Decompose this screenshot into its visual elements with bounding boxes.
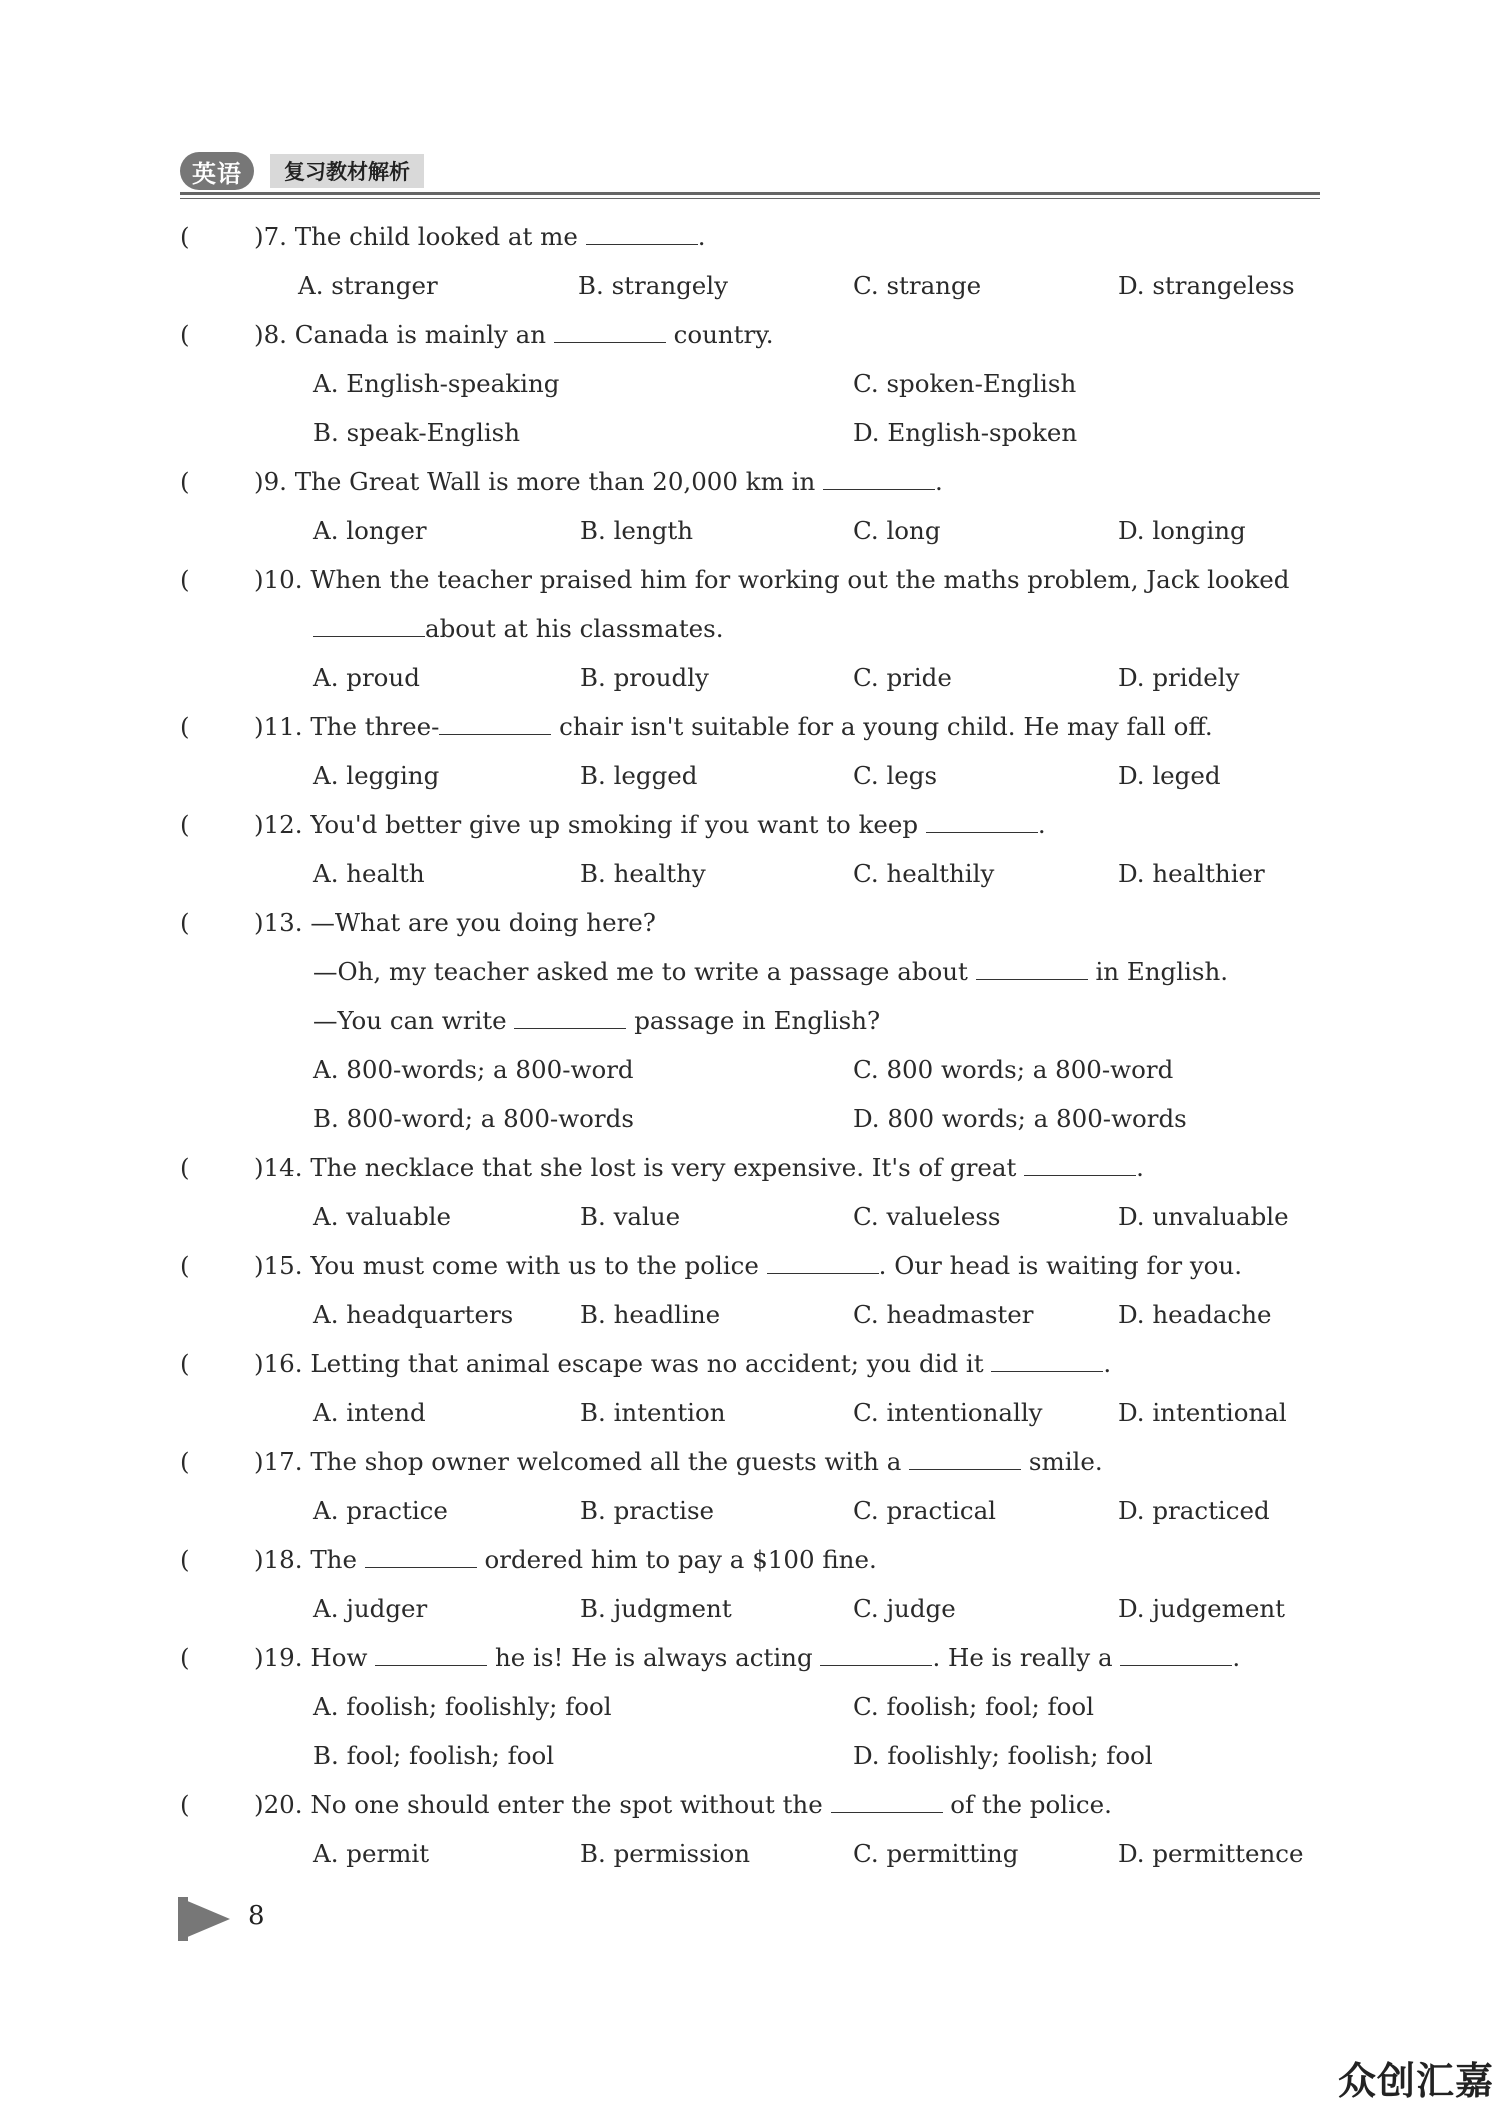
question-stem: )14. The necklace that she lost is very expensive. It's of great . [254,1153,1144,1182]
option-a[interactable]: A. practice [313,1496,448,1525]
question-19 [180,1633,1330,1780]
option-b[interactable]: B. proudly [580,663,709,692]
answer-blank[interactable] [1024,1174,1136,1176]
text-fragment: The necklace that she lost is very expensive. It's of great [310,1153,1025,1182]
text-fragment: of the police. [942,1790,1112,1819]
option-a[interactable]: A. 800-words; a 800-word [313,1055,634,1084]
question-number: 17 [263,1447,295,1476]
answer-paren[interactable]: ( [180,1447,190,1476]
option-c[interactable]: C. headmaster [853,1300,1034,1329]
header-rule-thick [180,192,1320,195]
question-number: 9 [263,467,280,496]
answer-blank[interactable] [439,733,551,735]
options-row [180,653,1330,702]
question-number: 19 [263,1643,295,1672]
question-15 [180,1241,1330,1339]
text-fragment: —Oh, my teacher asked me to write a passage about [313,957,976,986]
answer-blank[interactable] [820,1664,932,1666]
page-header [180,148,1320,200]
answer-blank[interactable] [976,978,1088,980]
text-fragment: The child looked at me [294,222,586,251]
text-fragment: No one should enter the spot without the [310,1790,831,1819]
option-a[interactable]: A. English-speaking [313,369,560,398]
option-a[interactable]: A. health [313,859,425,888]
question-line [180,212,1330,261]
text-fragment: ordered him to pay a $100 fine. [476,1545,877,1574]
answer-paren[interactable]: ( [180,1545,190,1574]
question-list [180,212,1330,1878]
question-number: 8 [263,320,280,349]
question-stem: )11. The three- chair isn't suitable for a young child. He may fall off. [254,712,1213,741]
answer-blank[interactable] [909,1468,1021,1470]
option-d[interactable]: D. headache [1118,1300,1272,1329]
answer-blank[interactable] [831,1811,943,1813]
option-b[interactable]: B. fool; foolish; fool [313,1741,555,1770]
text-fragment: . [697,222,706,251]
option-c[interactable]: C. legs [853,761,938,790]
option-a[interactable]: A. proud [313,663,420,692]
question-number: 16 [263,1349,295,1378]
text-fragment: You must come with us to the police [310,1251,767,1280]
text-fragment: Letting that animal escape was no accident; you did it [310,1349,992,1378]
text-fragment: in English. [1087,957,1229,986]
question-number: 13 [263,908,295,937]
options-row [180,408,1330,457]
question-stem: )20. No one should enter the spot without the of the police. [254,1790,1112,1819]
question-8 [180,310,1330,457]
option-d[interactable]: D. foolishly; foolish; fool [853,1741,1153,1770]
option-b[interactable]: B. legged [580,761,698,790]
question-line [180,1339,1330,1388]
text-fragment: passage in English? [626,1006,881,1035]
option-d[interactable]: D. strangeless [1118,271,1295,300]
text-fragment: country. [665,320,774,349]
question-line [180,1437,1330,1486]
question-line [180,555,1330,604]
option-d[interactable]: D. leged [1118,761,1221,790]
option-a[interactable]: A. judger [313,1594,428,1623]
text-fragment: You'd better give up smoking if you want to keep [310,810,926,839]
text-fragment: The shop owner welcomed all the guests with a [310,1447,910,1476]
option-b[interactable]: B. healthy [580,859,706,888]
answer-paren[interactable]: ( [180,565,190,594]
answer-blank[interactable] [514,1027,626,1029]
option-a[interactable]: A. permit [313,1839,430,1868]
play-arrow-icon [178,1897,230,1941]
answer-blank[interactable] [926,831,1038,833]
question-line [180,1241,1330,1290]
text-fragment: . He is really a [932,1643,1121,1672]
question-line [180,800,1330,849]
page-footer [178,1895,478,1945]
answer-blank[interactable] [1120,1664,1232,1666]
subject-badge: 英语 [180,152,254,190]
option-d[interactable]: D. 800 words; a 800-words [853,1104,1187,1133]
question-stem: )9. The Great Wall is more than 20,000 km in . [254,467,943,496]
answer-blank[interactable] [375,1664,487,1666]
option-b[interactable]: B. length [580,516,694,545]
question-stem: )18. The ordered him to pay a $100 fine. [254,1545,877,1574]
question-14 [180,1143,1330,1241]
options-row [180,1045,1330,1094]
options-row [180,1486,1330,1535]
text-fragment: The three- [310,712,440,741]
text-fragment: The Great Wall is more than 20,000 km in [294,467,824,496]
option-d[interactable]: D. pridely [1118,663,1240,692]
text-fragment: . [1232,1643,1241,1672]
question-17 [180,1437,1330,1535]
question-line [180,898,1330,947]
question-line [180,702,1330,751]
answer-paren[interactable]: ( [180,1153,190,1182]
option-b[interactable]: B. permission [580,1839,751,1868]
option-c[interactable]: C. pride [853,663,952,692]
header-rule-thin [180,198,1320,199]
option-a[interactable]: A. foolish; foolishly; fool [313,1692,612,1721]
answer-blank[interactable] [823,488,935,490]
options-row [180,359,1330,408]
text-fragment: smile. [1021,1447,1103,1476]
question-stem: )7. The child looked at me . [254,222,706,251]
text-fragment: chair isn't suitable for a young child. He may fall off. [551,712,1213,741]
option-d[interactable]: D. longing [1118,516,1246,545]
options-row [180,1682,1330,1731]
question-line [180,310,1330,359]
options-row [180,1094,1330,1143]
option-d[interactable]: D. practiced [1118,1496,1270,1525]
option-b[interactable]: B. speak-English [313,418,521,447]
text-fragment: . [1103,1349,1112,1378]
question-stem: )10. When the teacher praised him for working out the maths problem, Jack looked [254,565,1290,594]
text-fragment: . [1037,810,1046,839]
option-c[interactable]: C. spoken-English [853,369,1077,398]
dialogue-text [313,947,1228,996]
text-fragment: Canada is mainly an [294,320,554,349]
question-line [180,1143,1330,1192]
question-number: 15 [263,1251,295,1280]
question-13 [180,898,1330,1143]
answer-paren[interactable]: ( [180,1643,190,1672]
question-number: 14 [263,1153,295,1182]
option-b[interactable]: B. practise [580,1496,715,1525]
question-16 [180,1339,1330,1437]
option-b[interactable]: B. headline [580,1300,721,1329]
answer-paren[interactable]: ( [180,712,190,741]
option-c[interactable]: C. foolish; fool; fool [853,1692,1094,1721]
option-c[interactable]: C. valueless [853,1202,1001,1231]
question-line [180,1633,1330,1682]
question-number: 18 [263,1545,295,1574]
question-11 [180,702,1330,800]
option-c[interactable]: C. intentionally [853,1398,1043,1427]
option-a[interactable]: A. longer [313,516,427,545]
option-c[interactable]: C. strange [853,271,982,300]
question-stem: )12. You'd better give up smoking if you want to keep . [254,810,1046,839]
answer-paren[interactable]: ( [180,1251,190,1280]
watermark: 众创汇嘉 [1338,2059,1495,2103]
question-continuation [180,604,1330,653]
answer-blank[interactable] [991,1370,1103,1372]
question-line [180,457,1330,506]
question-7 [180,212,1330,310]
text-fragment: The [310,1545,365,1574]
options-row [180,1290,1330,1339]
question-number: 20 [263,1790,295,1819]
book-subtitle: 复习教材解析 [270,154,424,188]
option-b[interactable]: B. 800-word; a 800-words [313,1104,634,1133]
option-b[interactable]: B. strangely [578,271,728,300]
options-row [180,849,1330,898]
answer-paren[interactable]: ( [180,222,190,251]
answer-blank[interactable] [767,1272,879,1274]
text-fragment: about at his classmates. [425,614,724,643]
options-row [180,261,1330,310]
text-fragment: How [310,1643,376,1672]
question-number: 7 [263,222,280,251]
options-row [180,1584,1330,1633]
question-stem: )19. How he is! He is always acting . He is really a . [254,1643,1241,1672]
options-row [180,506,1330,555]
question-number: 10 [263,565,295,594]
question-line [180,1780,1330,1829]
text-fragment: he is! He is always acting [487,1643,821,1672]
option-d[interactable]: D. unvaluable [1118,1202,1289,1231]
answer-paren[interactable]: ( [180,1349,190,1378]
answer-paren[interactable]: ( [180,320,190,349]
text-fragment: —You can write [313,1006,515,1035]
question-stem: )16. Letting that animal escape was no accident; you did it . [254,1349,1112,1378]
answer-blank[interactable] [365,1566,477,1568]
option-c[interactable]: C. healthily [853,859,995,888]
option-b[interactable]: B. judgment [580,1594,732,1623]
question-10 [180,555,1330,702]
text-fragment: When the teacher praised him for working out the maths problem, Jack looked [310,565,1290,594]
question-line [180,1535,1330,1584]
options-row [180,1192,1330,1241]
option-c[interactable]: C. long [853,516,941,545]
dialogue-line [180,996,1330,1045]
answer-paren[interactable]: ( [180,1790,190,1819]
option-a[interactable]: A. legging [313,761,440,790]
options-row [180,751,1330,800]
option-b[interactable]: B. intention [580,1398,726,1427]
question-stem-cont [313,604,724,653]
option-a[interactable]: A. stranger [298,271,438,300]
question-number: 12 [263,810,295,839]
answer-paren[interactable]: ( [180,908,190,937]
answer-blank[interactable] [586,243,698,245]
text-fragment: . [935,467,943,496]
question-18 [180,1535,1330,1633]
answer-paren[interactable]: ( [180,810,190,839]
question-number: 11 [263,712,295,741]
question-20 [180,1780,1330,1878]
question-stem: )13. —What are you doing here? [254,908,656,937]
option-c[interactable]: C. 800 words; a 800-word [853,1055,1174,1084]
option-b[interactable]: B. value [580,1202,681,1231]
answer-blank[interactable] [554,341,666,343]
page-number: 8 [248,1901,265,1931]
options-row [180,1829,1330,1878]
options-row [180,1731,1330,1780]
answer-paren[interactable]: ( [180,467,190,496]
options-row [180,1388,1330,1437]
option-a[interactable]: A. intend [313,1398,426,1427]
option-d[interactable]: D. permittence [1118,1839,1304,1868]
question-stem: )8. Canada is mainly an country. [254,320,774,349]
dialogue-text [313,996,880,1045]
text-fragment: —What are you doing here? [310,908,656,937]
dialogue-line [180,947,1330,996]
text-fragment: . Our head is waiting for you. [878,1251,1242,1280]
text-fragment: . [1136,1153,1144,1182]
option-d[interactable]: D. judgement [1118,1594,1285,1623]
option-d[interactable]: D. English-spoken [853,418,1078,447]
question-stem: )15. You must come with us to the police . Our head is waiting for you. [254,1251,1242,1280]
question-12 [180,800,1330,898]
answer-blank[interactable] [313,635,425,637]
option-c[interactable]: C. practical [853,1496,997,1525]
question-9 [180,457,1330,555]
option-d[interactable]: D. intentional [1118,1398,1287,1427]
option-c[interactable]: C. permitting [853,1839,1019,1868]
option-a[interactable]: A. headquarters [313,1300,514,1329]
option-d[interactable]: D. healthier [1118,859,1265,888]
question-stem: )17. The shop owner welcomed all the guests with a smile. [254,1447,1103,1476]
option-c[interactable]: C. judge [853,1594,956,1623]
option-a[interactable]: A. valuable [313,1202,451,1231]
